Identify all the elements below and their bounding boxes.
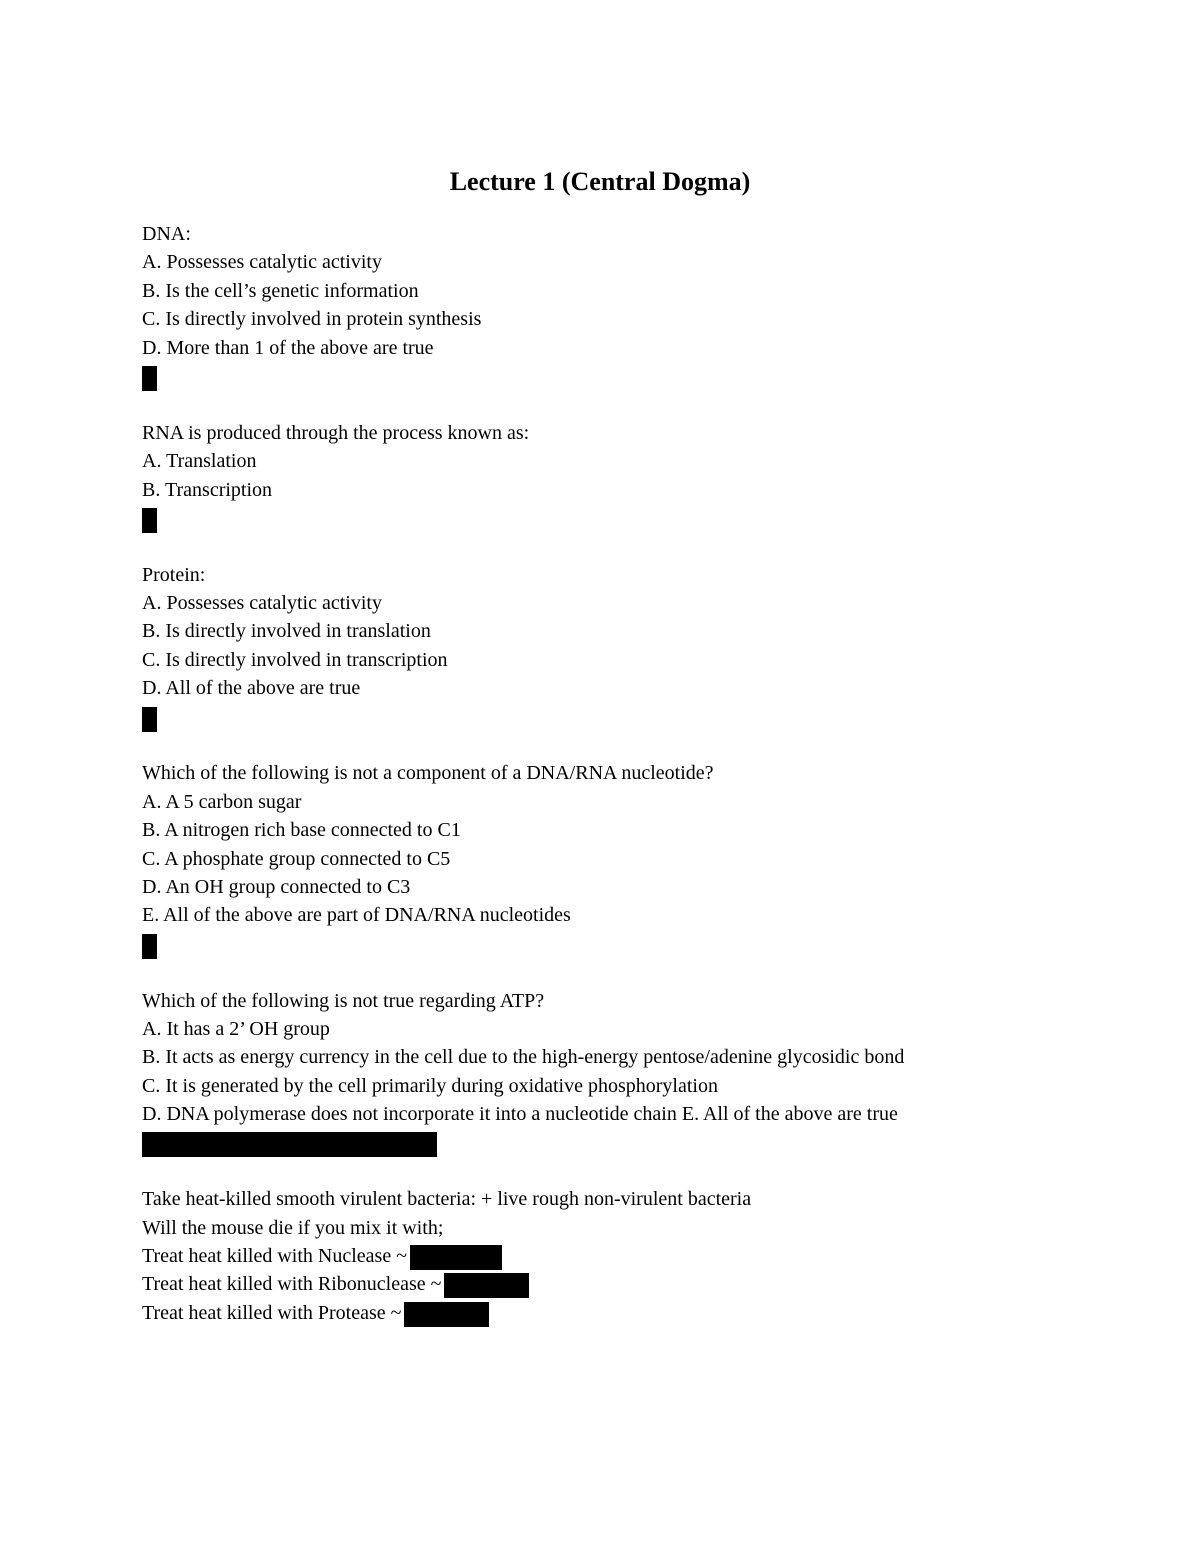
page-title: Lecture 1 (Central Dogma) [449, 167, 751, 196]
answer-option: C. A phosphate group connected to C5 [142, 847, 451, 870]
redacted-answer [142, 707, 157, 732]
answer-option: B. Is the cell’s genetic information [142, 279, 419, 302]
answer-option: A. Translation [142, 450, 257, 473]
experiment-block [142, 1185, 1142, 1327]
question-stem: Which of the following is not true regarding ATP? [142, 989, 545, 1012]
treatment-label: Treat heat killed with Ribonuclease ~ [142, 1273, 442, 1296]
answer-option: A. Possesses catalytic activity [142, 592, 382, 615]
treatment-line [142, 1242, 1142, 1270]
answer-option: D. More than 1 of the above are true [142, 336, 434, 359]
treatment-label: Treat heat killed with Protease ~ [142, 1301, 402, 1324]
redacted-answer [444, 1273, 529, 1298]
answer-option: A. It has a 2’ OH group [142, 1017, 330, 1040]
experiment-setup: Take heat-killed smooth virulent bacteria: + live rough non-virulent bacteria [142, 1188, 752, 1211]
redacted-answer [404, 1302, 489, 1327]
treatment-label: Treat heat killed with Nuclease ~ [142, 1245, 408, 1268]
answer-option: B. A nitrogen rich base connected to C1 [142, 819, 461, 842]
answer-option: D. All of the above are true [142, 677, 361, 700]
answer-option: C. It is generated by the cell primarily during oxidative phosphorylation [142, 1074, 718, 1097]
treatment-line [142, 1299, 1142, 1327]
answer-option: C. Is directly involved in transcription [142, 648, 448, 671]
answer-option: E. All of the above are part of DNA/RNA nucleotides [142, 904, 571, 927]
question-block-rna [142, 419, 1142, 561]
redacted-answer [142, 1132, 437, 1157]
redacted-answer [410, 1245, 502, 1270]
question-block-protein [142, 561, 1142, 760]
answer-option: D. DNA polymerase does not incorporate it into a nucleotide chain E. All of the above are true [142, 1103, 898, 1126]
answer-option: B. Transcription [142, 478, 273, 501]
question-list [142, 220, 1142, 1327]
question-stem: Protein: [142, 563, 206, 586]
question-stem: RNA is produced through the process known as: [142, 421, 530, 444]
question-block-atp [142, 987, 1142, 1186]
answer-option: B. Is directly involved in translation [142, 620, 431, 643]
treatment-line [142, 1270, 1142, 1298]
answer-option: B. It acts as energy currency in the cell due to the high-energy pentose/adenine glycosidic bond [142, 1046, 905, 1069]
question-block-dna [142, 220, 1142, 419]
redacted-answer [142, 366, 157, 391]
answer-option: A. A 5 carbon sugar [142, 790, 302, 813]
answer-option: C. Is directly involved in protein synthesis [142, 308, 482, 331]
question-block-nucleotide [142, 759, 1142, 986]
question-stem: Which of the following is not a component of a DNA/RNA nucleotide? [142, 762, 714, 785]
redacted-answer [142, 934, 157, 959]
experiment-question: Will the mouse die if you mix it with; [142, 1216, 444, 1239]
question-stem: DNA: [142, 223, 191, 245]
answer-option: A. Possesses catalytic activity [142, 251, 382, 274]
answer-option: D. An OH group connected to C3 [142, 875, 411, 898]
redacted-answer [142, 508, 157, 533]
